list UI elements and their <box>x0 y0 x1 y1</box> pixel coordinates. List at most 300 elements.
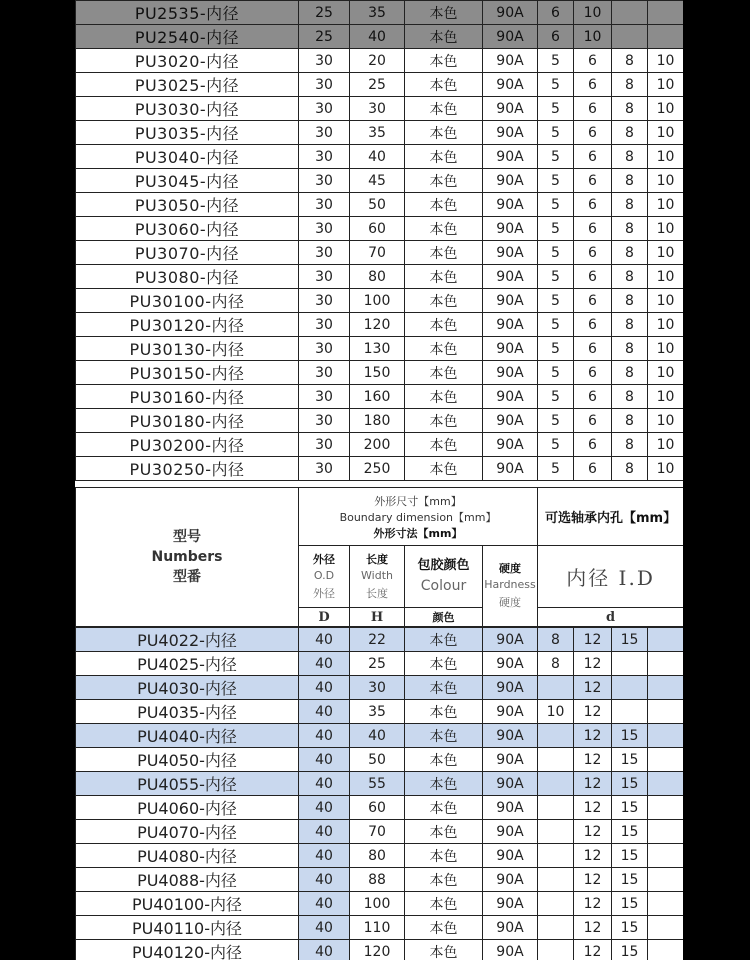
cell-hardness: 90A <box>483 217 538 241</box>
cell-bore-2: 6 <box>574 385 612 409</box>
cell-bore-2: 6 <box>574 289 612 313</box>
table-row <box>76 169 684 193</box>
width-header-cn: 长度 <box>366 552 388 566</box>
cell-width: 180 <box>350 409 405 433</box>
cell-width: 150 <box>350 361 405 385</box>
table-row <box>76 193 684 217</box>
model-header-en: Numbers <box>151 549 223 565</box>
cell-model: PU2535-内径 <box>76 1 299 25</box>
cell-bore-3: 15 <box>612 724 648 748</box>
spec-header <box>75 487 683 627</box>
cell-bore-4: 10 <box>648 217 684 241</box>
cell-od: 30 <box>299 241 350 265</box>
cell-od: 40 <box>299 796 350 820</box>
cell-colour: 本色 <box>405 772 483 796</box>
cell-hardness: 90A <box>483 916 538 940</box>
cell-model: PU30250-内径 <box>76 457 299 481</box>
cell-hardness: 90A <box>483 940 538 960</box>
cell-colour: 本色 <box>405 796 483 820</box>
table-row <box>76 433 684 457</box>
cell-bore-3: 8 <box>612 361 648 385</box>
hardness-header-jp: 硬度 <box>499 596 521 609</box>
cell-od: 30 <box>299 337 350 361</box>
cell-model: PU3040-内径 <box>76 145 299 169</box>
cell-od: 30 <box>299 385 350 409</box>
cell-hardness: 90A <box>483 73 538 97</box>
cell-width: 110 <box>350 916 405 940</box>
cell-bore-4 <box>648 796 684 820</box>
cell-bore-3: 8 <box>612 193 648 217</box>
cell-bore-3: 8 <box>612 265 648 289</box>
cell-bore-4: 10 <box>648 433 684 457</box>
cell-bore-4: 10 <box>648 241 684 265</box>
cell-bore-1: 5 <box>538 409 574 433</box>
cell-colour: 本色 <box>405 409 483 433</box>
table-row <box>76 748 684 772</box>
cell-width: 25 <box>350 73 405 97</box>
dimension-header-cn: 外形尺寸【mm】 <box>374 494 462 508</box>
cell-width: 55 <box>350 772 405 796</box>
cell-bore-3: 8 <box>612 121 648 145</box>
cell-width: 130 <box>350 337 405 361</box>
cell-od: 40 <box>299 844 350 868</box>
cell-od: 25 <box>299 1 350 25</box>
cell-bore-1: 5 <box>538 145 574 169</box>
cell-model: PU40120-内径 <box>76 940 299 960</box>
cell-model: PU3025-内径 <box>76 73 299 97</box>
cell-bore-2: 12 <box>574 916 612 940</box>
cell-bore-2: 10 <box>574 1 612 25</box>
cell-bore-1: 5 <box>538 73 574 97</box>
cell-colour: 本色 <box>405 820 483 844</box>
cell-bore-4: 10 <box>648 193 684 217</box>
model-header-cn: 型号 <box>173 529 201 545</box>
cell-colour: 本色 <box>405 73 483 97</box>
cell-bore-2: 6 <box>574 193 612 217</box>
cell-bore-4: 10 <box>648 145 684 169</box>
cell-hardness: 90A <box>483 796 538 820</box>
cell-od: 40 <box>299 676 350 700</box>
cell-bore-3: 15 <box>612 748 648 772</box>
cell-model: PU3045-内径 <box>76 169 299 193</box>
cell-hardness: 90A <box>483 676 538 700</box>
cell-bore-3: 15 <box>612 916 648 940</box>
cell-bore-2: 6 <box>574 337 612 361</box>
cell-od: 30 <box>299 121 350 145</box>
cell-bore-4: 10 <box>648 265 684 289</box>
cell-width: 120 <box>350 313 405 337</box>
table-row <box>76 940 684 960</box>
cell-model: PU30100-内径 <box>76 289 299 313</box>
cell-colour: 本色 <box>405 433 483 457</box>
cell-hardness: 90A <box>483 121 538 145</box>
cell-od: 40 <box>299 868 350 892</box>
table-row <box>76 217 684 241</box>
cell-colour: 本色 <box>405 145 483 169</box>
cell-bore-1 <box>538 724 574 748</box>
cell-bore-2: 12 <box>574 940 612 960</box>
cell-model: PU3030-内径 <box>76 97 299 121</box>
table-row <box>76 73 684 97</box>
cell-hardness: 90A <box>483 1 538 25</box>
cell-colour: 本色 <box>405 457 483 481</box>
table-row <box>76 121 684 145</box>
cell-colour: 本色 <box>405 1 483 25</box>
cell-colour: 本色 <box>405 217 483 241</box>
cell-width: 70 <box>350 820 405 844</box>
cell-bore-3: 8 <box>612 385 648 409</box>
cell-bore-2: 12 <box>574 820 612 844</box>
cell-width: 40 <box>350 724 405 748</box>
cell-width: 30 <box>350 97 405 121</box>
cell-model: PU40110-内径 <box>76 916 299 940</box>
cell-colour: 本色 <box>405 265 483 289</box>
table-row <box>76 652 684 676</box>
cell-width: 20 <box>350 49 405 73</box>
cell-bore-3: 15 <box>612 892 648 916</box>
table-row <box>76 25 684 49</box>
cell-hardness: 90A <box>483 748 538 772</box>
cell-bore-4: 10 <box>648 121 684 145</box>
cell-bore-3: 8 <box>612 217 648 241</box>
cell-model: PU4055-内径 <box>76 772 299 796</box>
model-header <box>76 488 299 627</box>
cell-od: 30 <box>299 145 350 169</box>
cell-bore-1: 5 <box>538 193 574 217</box>
cell-colour: 本色 <box>405 169 483 193</box>
cell-bore-3: 8 <box>612 289 648 313</box>
width-header <box>350 546 405 608</box>
cell-hardness: 90A <box>483 289 538 313</box>
cell-bore-1: 5 <box>538 457 574 481</box>
cell-bore-1 <box>538 940 574 960</box>
cell-hardness: 90A <box>483 724 538 748</box>
cell-hardness: 90A <box>483 868 538 892</box>
cell-bore-1 <box>538 868 574 892</box>
cell-bore-3: 8 <box>612 49 648 73</box>
cell-od: 40 <box>299 940 350 960</box>
cell-colour: 本色 <box>405 121 483 145</box>
inner-diameter-label: 内径 I.D <box>538 546 683 608</box>
cell-bore-2: 6 <box>574 433 612 457</box>
cell-bore-1: 5 <box>538 169 574 193</box>
cell-od: 30 <box>299 73 350 97</box>
cell-model: PU4022-内径 <box>76 628 299 652</box>
cell-bore-4: 10 <box>648 409 684 433</box>
cell-colour: 本色 <box>405 628 483 652</box>
cell-bore-4: 10 <box>648 457 684 481</box>
table-row <box>76 289 684 313</box>
cell-bore-2: 12 <box>574 628 612 652</box>
cell-od: 30 <box>299 409 350 433</box>
cell-od: 30 <box>299 265 350 289</box>
hardness-header <box>483 546 538 627</box>
colour-header <box>405 546 483 608</box>
cell-width: 250 <box>350 457 405 481</box>
cell-hardness: 90A <box>483 844 538 868</box>
cell-bore-2: 12 <box>574 652 612 676</box>
cell-colour: 本色 <box>405 916 483 940</box>
cell-width: 50 <box>350 193 405 217</box>
cell-colour: 本色 <box>405 193 483 217</box>
colour-header-cn: 包胶颜色 <box>417 558 470 573</box>
spec-sheet <box>75 0 683 960</box>
table-row <box>76 892 684 916</box>
cell-bore-1: 5 <box>538 49 574 73</box>
cell-bore-3: 15 <box>612 844 648 868</box>
cell-bore-3 <box>612 25 648 49</box>
cell-bore-3: 15 <box>612 820 648 844</box>
cell-colour: 本色 <box>405 49 483 73</box>
cell-colour: 本色 <box>405 241 483 265</box>
cell-bore-2: 6 <box>574 169 612 193</box>
cell-colour: 本色 <box>405 361 483 385</box>
cell-colour: 本色 <box>405 844 483 868</box>
cell-od: 40 <box>299 652 350 676</box>
cell-bore-4: 10 <box>648 169 684 193</box>
cell-bore-2: 6 <box>574 49 612 73</box>
cell-hardness: 90A <box>483 892 538 916</box>
cell-width: 35 <box>350 121 405 145</box>
cell-width: 50 <box>350 748 405 772</box>
cell-colour: 本色 <box>405 313 483 337</box>
cell-colour: 本色 <box>405 940 483 960</box>
cell-bore-4 <box>648 700 684 724</box>
cell-bore-3: 15 <box>612 868 648 892</box>
od-header-jp: 外径 <box>313 586 335 600</box>
cell-bore-4: 10 <box>648 97 684 121</box>
cell-bore-2: 12 <box>574 868 612 892</box>
cell-width: 200 <box>350 433 405 457</box>
cell-bore-2: 10 <box>574 25 612 49</box>
cell-bore-1: 6 <box>538 25 574 49</box>
cell-width: 45 <box>350 169 405 193</box>
cell-bore-1 <box>538 844 574 868</box>
table-row <box>76 700 684 724</box>
cell-width: 80 <box>350 265 405 289</box>
cell-od: 30 <box>299 49 350 73</box>
cell-bore-4 <box>648 892 684 916</box>
cell-bore-2: 12 <box>574 700 612 724</box>
cell-bore-3: 8 <box>612 169 648 193</box>
cell-od: 30 <box>299 313 350 337</box>
cell-width: 35 <box>350 1 405 25</box>
cell-hardness: 90A <box>483 145 538 169</box>
cell-bore-3: 8 <box>612 97 648 121</box>
cell-od: 40 <box>299 748 350 772</box>
table-row <box>76 724 684 748</box>
cell-bore-3: 8 <box>612 73 648 97</box>
bearing-header: 可选轴承内孔【mm】 <box>538 488 683 546</box>
hardness-header-en: Hardness <box>484 578 536 591</box>
cell-bore-1 <box>538 916 574 940</box>
cell-width: 22 <box>350 628 405 652</box>
cell-colour: 本色 <box>405 25 483 49</box>
table-row <box>76 337 684 361</box>
cell-width: 40 <box>350 145 405 169</box>
table-row <box>76 409 684 433</box>
cell-bore-1: 5 <box>538 289 574 313</box>
cell-model: PU4035-内径 <box>76 700 299 724</box>
cell-hardness: 90A <box>483 628 538 652</box>
cell-bore-1 <box>538 820 574 844</box>
cell-hardness: 90A <box>483 97 538 121</box>
cell-bore-3: 15 <box>612 628 648 652</box>
dimension-header-jp: 外形寸法【mm】 <box>373 526 463 540</box>
table-row <box>76 1 684 25</box>
table-row <box>76 796 684 820</box>
cell-hardness: 90A <box>483 169 538 193</box>
cell-od: 40 <box>299 772 350 796</box>
cell-colour: 本色 <box>405 892 483 916</box>
cell-bore-3: 8 <box>612 433 648 457</box>
cell-bore-4 <box>648 628 684 652</box>
cell-bore-1: 6 <box>538 1 574 25</box>
cell-bore-2: 12 <box>574 796 612 820</box>
cell-bore-4 <box>648 868 684 892</box>
cell-bore-2: 12 <box>574 892 612 916</box>
cell-bore-1: 5 <box>538 265 574 289</box>
cell-model: PU4040-内径 <box>76 724 299 748</box>
cell-width: 30 <box>350 676 405 700</box>
cell-bore-2: 12 <box>574 676 612 700</box>
cell-bore-2: 6 <box>574 97 612 121</box>
cell-width: 80 <box>350 844 405 868</box>
cell-width: 88 <box>350 868 405 892</box>
cell-bore-1: 8 <box>538 652 574 676</box>
table-row <box>76 820 684 844</box>
cell-bore-1 <box>538 772 574 796</box>
cell-bore-4: 10 <box>648 289 684 313</box>
cell-hardness: 90A <box>483 337 538 361</box>
cell-model: PU4060-内径 <box>76 796 299 820</box>
cell-bore-1: 10 <box>538 700 574 724</box>
cell-od: 30 <box>299 457 350 481</box>
table-row <box>76 361 684 385</box>
hardness-header-cn: 硬度 <box>499 562 521 575</box>
cell-bore-2: 6 <box>574 361 612 385</box>
cell-width: 120 <box>350 940 405 960</box>
cell-model: PU2540-内径 <box>76 25 299 49</box>
table-row <box>76 49 684 73</box>
cell-model: PU4080-内径 <box>76 844 299 868</box>
cell-width: 100 <box>350 892 405 916</box>
cell-bore-2: 6 <box>574 241 612 265</box>
cell-bore-3: 8 <box>612 337 648 361</box>
cell-bore-2: 12 <box>574 724 612 748</box>
cell-bore-3 <box>612 676 648 700</box>
cell-hardness: 90A <box>483 241 538 265</box>
cell-bore-2: 6 <box>574 457 612 481</box>
cell-model: PU3020-内径 <box>76 49 299 73</box>
cell-bore-4 <box>648 676 684 700</box>
cell-bore-1 <box>538 748 574 772</box>
cell-bore-1: 5 <box>538 385 574 409</box>
table-row <box>76 916 684 940</box>
table-row <box>76 868 684 892</box>
cell-bore-2: 6 <box>574 313 612 337</box>
cell-model: PU3060-内径 <box>76 217 299 241</box>
cell-colour: 本色 <box>405 868 483 892</box>
cell-model: PU4050-内径 <box>76 748 299 772</box>
cell-bore-4: 10 <box>648 73 684 97</box>
cell-od: 30 <box>299 433 350 457</box>
table-row <box>76 97 684 121</box>
cell-bore-3: 8 <box>612 313 648 337</box>
cell-hardness: 90A <box>483 49 538 73</box>
cell-width: 60 <box>350 796 405 820</box>
cell-hardness: 90A <box>483 652 538 676</box>
colour-header-en: Colour <box>420 578 467 594</box>
cell-od: 40 <box>299 916 350 940</box>
cell-bore-1: 8 <box>538 628 574 652</box>
cell-bore-3: 15 <box>612 796 648 820</box>
cell-colour: 本色 <box>405 337 483 361</box>
cell-bore-1: 5 <box>538 97 574 121</box>
cell-od: 40 <box>299 820 350 844</box>
cell-colour: 本色 <box>405 700 483 724</box>
cell-model: PU30200-内径 <box>76 433 299 457</box>
cell-hardness: 90A <box>483 361 538 385</box>
cell-bore-1: 5 <box>538 241 574 265</box>
cell-width: 60 <box>350 217 405 241</box>
cell-width: 160 <box>350 385 405 409</box>
table-row <box>76 385 684 409</box>
cell-bore-4 <box>648 940 684 960</box>
cell-bore-4 <box>648 1 684 25</box>
cell-bore-4 <box>648 772 684 796</box>
cell-bore-3: 15 <box>612 940 648 960</box>
cell-colour: 本色 <box>405 652 483 676</box>
cell-colour: 本色 <box>405 724 483 748</box>
cell-bore-3: 15 <box>612 772 648 796</box>
cell-colour: 本色 <box>405 289 483 313</box>
table-row <box>76 772 684 796</box>
cell-bore-2: 6 <box>574 73 612 97</box>
bottom-spec-table <box>75 627 683 960</box>
cell-bore-1: 5 <box>538 313 574 337</box>
table-row <box>76 844 684 868</box>
cell-od: 30 <box>299 217 350 241</box>
model-header-jp: 型番 <box>173 569 201 585</box>
cell-model: PU3050-内径 <box>76 193 299 217</box>
cell-colour: 本色 <box>405 97 483 121</box>
cell-bore-2: 12 <box>574 772 612 796</box>
cell-bore-4: 10 <box>648 361 684 385</box>
cell-colour: 本色 <box>405 748 483 772</box>
cell-bore-3 <box>612 652 648 676</box>
cell-bore-4 <box>648 652 684 676</box>
cell-bore-1 <box>538 892 574 916</box>
cell-bore-1: 5 <box>538 121 574 145</box>
table-row <box>76 265 684 289</box>
cell-width: 25 <box>350 652 405 676</box>
od-header <box>299 546 350 608</box>
cell-od: 40 <box>299 628 350 652</box>
cell-bore-3 <box>612 700 648 724</box>
cell-colour: 本色 <box>405 385 483 409</box>
cell-bore-2: 6 <box>574 145 612 169</box>
cell-bore-1: 5 <box>538 433 574 457</box>
cell-bore-3: 8 <box>612 457 648 481</box>
cell-bore-3 <box>612 1 648 25</box>
cell-bore-3: 8 <box>612 241 648 265</box>
cell-od: 30 <box>299 361 350 385</box>
cell-bore-4 <box>648 820 684 844</box>
cell-bore-1: 5 <box>538 361 574 385</box>
cell-od: 40 <box>299 724 350 748</box>
cell-width: 70 <box>350 241 405 265</box>
